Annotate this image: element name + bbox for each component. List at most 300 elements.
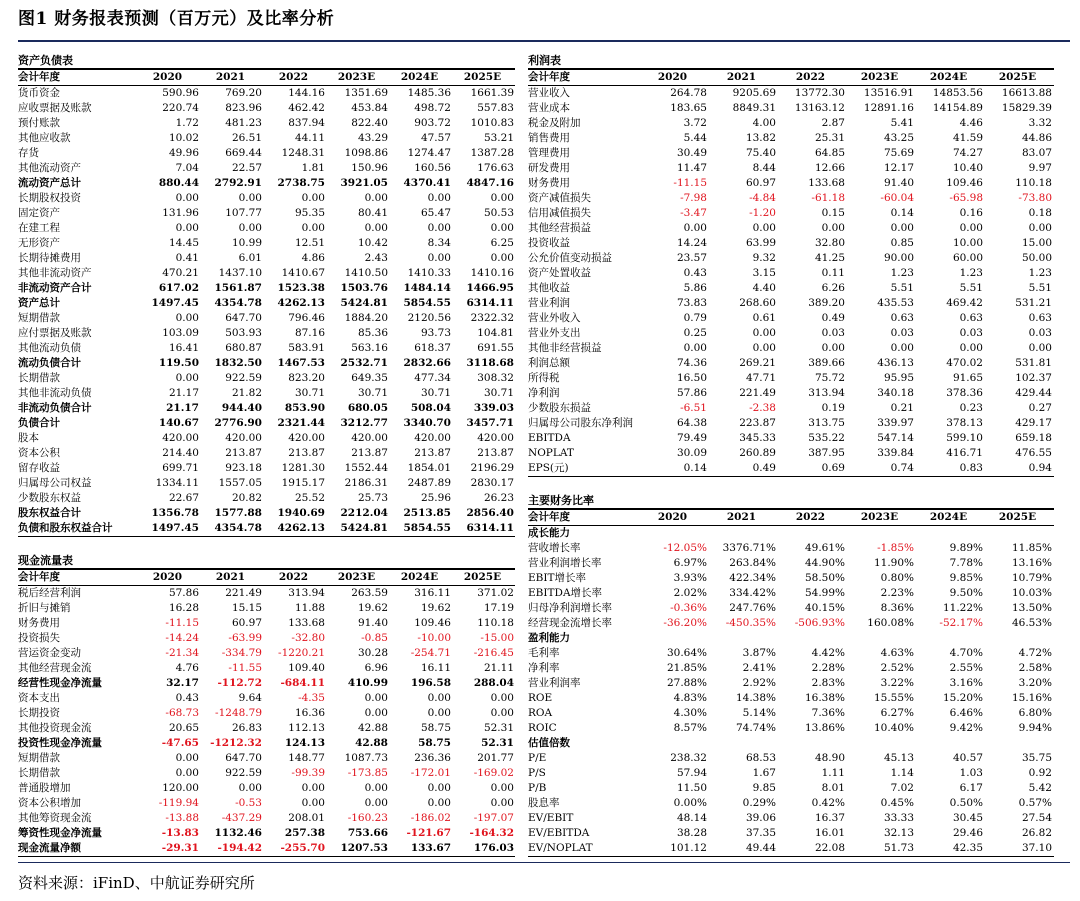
table-row [18,461,515,476]
row-label: 长期借款 [18,372,60,384]
cell-value: 0.00 [490,252,514,264]
cell-value: 4.40 [752,282,776,294]
cell-value: 796.46 [288,312,325,324]
cell-value: 0.03 [890,327,914,339]
cell-value: 481.23 [225,117,262,129]
table-row [528,766,1054,781]
cell-value: -61.18 [811,192,845,204]
cell-value: 0.00 [301,797,325,809]
cell-value: 91.40 [357,617,388,629]
year-header: 2025E [998,71,1037,83]
cell-value: 2.55% [949,662,983,674]
table-row [528,101,1054,116]
table-row [18,86,515,101]
cell-value: -1.20 [749,207,776,219]
cell-value: 30.28 [357,647,388,659]
row-label: EPS(元) [528,462,569,474]
cell-value [983,631,1052,646]
cell-value: 119.50 [158,357,199,369]
cell-value: 16.38% [804,692,845,704]
cell-value: 3.20% [1018,677,1052,689]
cash-flow-table [18,553,515,857]
table-row [528,541,1054,556]
row-label: 成长能力 [528,527,570,539]
table-row [528,571,1054,586]
cell-value: 371.02 [477,587,514,599]
cell-value: 0.45% [880,797,914,809]
cell-value: 0.00 [175,752,199,764]
cell-value: 16613.88 [1001,87,1052,99]
cell-value: -255.70 [280,842,325,854]
cell-value: -63.99 [228,632,262,644]
cell-value: 5424.81 [340,522,388,534]
cell-value: 148.77 [288,752,325,764]
cell-value: 2322.32 [470,312,514,324]
cell-value: 25.31 [814,132,845,144]
row-label: 非流动负债合计 [18,402,92,414]
cell-value: 3118.68 [466,357,514,369]
cell-value: -1248.79 [215,707,262,719]
cell-value: 26.23 [483,492,514,504]
table-row [528,446,1054,461]
cell-value: 0.00 [364,707,388,719]
cell-value: -65.98 [949,192,983,204]
cell-value: 107.77 [225,207,262,219]
cell-value: -29.31 [161,842,199,854]
cell-value: 313.94 [288,587,325,599]
cell-value: 477.34 [414,372,451,384]
cell-value: 647.70 [225,312,262,324]
row-label: 投资性现金净流量 [18,737,102,749]
cell-value: 2120.56 [407,312,451,324]
cell-value: 4.86 [301,252,325,264]
cell-value: 30.09 [676,447,707,459]
cell-value [914,736,983,751]
table-row [18,616,515,631]
year-header: 2021 [215,71,246,83]
table-title: 现金流量表 [18,553,515,570]
row-label: 归属母公司股东净利润 [528,417,633,429]
cell-value: 5.51 [890,282,914,294]
row-label: 营业成本 [528,102,570,114]
cell-value: 1410.50 [344,267,388,279]
cell-value: 1.14 [890,767,914,779]
row-label: EV/EBIT [528,812,574,824]
row-label: 其他非经营损益 [528,342,602,354]
cell-value: 599.10 [946,432,983,444]
cell-value: 753.66 [347,827,388,839]
cell-value: 44.90% [804,557,845,569]
cell-value: 51.73 [883,842,914,854]
bottom-rule [18,862,1070,863]
cell-value: 12.17 [883,162,914,174]
cell-value: 0.69 [821,462,845,474]
row-label: 应付票据及账款 [18,327,92,339]
cell-value [707,631,776,646]
row-label: 普通股增加 [18,782,71,794]
cell-value [845,631,914,646]
cell-value: 26.51 [231,132,262,144]
row-label: 负债合计 [18,417,60,429]
header-label: 会计年度 [528,511,570,523]
cell-value: 0.63 [1028,312,1052,324]
cell-value: 0.00 [427,707,451,719]
cell-value [983,526,1052,541]
header-label: 会计年度 [18,571,60,583]
cell-value: 15.15 [231,602,262,614]
cell-value: 0.16 [959,207,983,219]
cell-value: -11.15 [673,177,707,189]
cell-value: 73.83 [676,297,707,309]
row-label: 经营现金流增长率 [528,617,612,629]
row-label: EBIT增长率 [528,572,587,584]
cell-value: 4.00 [752,117,776,129]
cell-value: 2.41% [742,662,776,674]
cell-value: 25.73 [357,492,388,504]
cell-value: 345.33 [739,432,776,444]
cell-value: 0.00 [364,692,388,704]
cell-value: 2186.31 [344,477,388,489]
cell-value: 699.71 [162,462,199,474]
cell-value: -254.71 [410,647,451,659]
table-row [528,781,1054,796]
cell-value: 58.75 [418,737,451,749]
row-label: EBITDA增长率 [528,587,603,599]
cell-value: 3376.71% [722,542,776,554]
cell-value: 557.83 [477,102,514,114]
table-row [528,751,1054,766]
cell-value: 110.18 [1015,177,1052,189]
row-label: 应收票据及账款 [18,102,92,114]
cell-value: 0.49 [752,462,776,474]
table-row [18,191,515,206]
year-header: 2022 [795,511,826,523]
cell-value: 590.96 [162,87,199,99]
cell-value: 50.00 [1021,252,1052,264]
table-row [18,401,515,416]
cell-value: 547.14 [877,432,914,444]
row-label: EBITDA [528,432,571,444]
cell-value: 0.43 [683,267,707,279]
row-label: 销售费用 [528,132,570,144]
cell-value: 503.93 [225,327,262,339]
row-label: P/S [528,767,546,779]
table-row [18,281,515,296]
cell-value: 0.00 [175,312,199,324]
cell-value: -194.42 [217,842,262,854]
cell-value: 853.90 [284,402,325,414]
cell-value: 6.96 [364,662,388,674]
cell-value: 50.53 [483,207,514,219]
row-label: 资本公积增加 [18,797,81,809]
table-row [528,341,1054,356]
table-row [18,491,515,506]
cell-value: 429.17 [1015,417,1052,429]
cell-value: 221.49 [225,587,262,599]
figure-title: 图1 财务报表预测（百万元）及比率分析 [18,9,335,29]
cell-value: 1832.50 [214,357,262,369]
cell-value: 0.00 [890,342,914,354]
cell-value: 2.87 [821,117,845,129]
row-label: 其他经营现金流 [18,662,92,674]
table-row [528,236,1054,251]
cell-value: -506.93% [794,617,845,629]
cell-value: 15.55% [873,692,914,704]
cell-value: -172.01 [410,767,451,779]
row-label: 资产总计 [18,297,60,309]
cell-value: 1577.88 [214,507,262,519]
cell-value: 1.67 [752,767,776,779]
table-row [18,386,515,401]
table-row [528,266,1054,281]
cell-value: 0.14 [890,207,914,219]
cell-value: 0.00 [364,782,388,794]
cell-value: 5.14% [742,707,776,719]
table-row [528,386,1054,401]
row-label: 长期待摊费用 [18,252,81,264]
cell-value: -21.34 [165,647,199,659]
cell-value: 53.21 [483,132,514,144]
cell-value: -437.29 [221,812,262,824]
cell-value: 470.02 [946,357,983,369]
cell-value: 11.90% [873,557,914,569]
table-row [528,311,1054,326]
cell-value: 0.94 [1028,462,1052,474]
table-row [18,416,515,431]
table-row [528,556,1054,571]
row-label: 营业外支出 [528,327,581,339]
table-header-row [528,510,1054,526]
cell-value [776,526,845,541]
cell-value: 0.00 [890,222,914,234]
cell-value: 80.41 [357,207,388,219]
table-row [18,236,515,251]
cell-value: 313.75 [808,417,845,429]
cell-value: 4.42% [811,647,845,659]
year-header: 2025E [463,71,502,83]
cell-value: 0.00 [490,692,514,704]
table-header-row [18,570,515,586]
cell-value: 17.19 [483,602,514,614]
row-label: 净利率 [528,662,560,674]
cell-value: 0.00 [301,782,325,794]
cell-value: 0.00 [427,252,451,264]
table-row [18,161,515,176]
table-row [528,841,1054,857]
cell-value: 0.61 [752,312,776,324]
cell-value: 9205.69 [732,87,776,99]
table-row [18,586,515,601]
cell-value: 5.44 [683,132,707,144]
row-label: 资产处置收益 [528,267,591,279]
cell-value: 238.32 [670,752,707,764]
cell-value: 1485.36 [407,87,451,99]
cell-value: 453.84 [351,102,388,114]
table-row [18,446,515,461]
cell-value: 923.18 [225,462,262,474]
cell-value: 95.95 [883,372,914,384]
cell-value: 213.87 [414,447,451,459]
year-header: 2022 [278,571,309,583]
cell-value: 30.71 [357,387,388,399]
cell-value: 14.24 [676,237,707,249]
cell-value: -186.02 [410,812,451,824]
cell-value: 0.00 [490,222,514,234]
cell-value: -1212.32 [210,737,262,749]
cell-value: 48.90 [814,752,845,764]
cell-value: 0.00 [238,782,262,794]
cell-value: 268.60 [739,297,776,309]
cell-value: 378.36 [946,387,983,399]
table-row [18,691,515,706]
table-row [18,116,515,131]
year-header: 2020 [152,571,183,583]
cell-value: 1557.05 [218,477,262,489]
cell-value: -73.80 [1018,192,1052,204]
cell-value: 74.74% [735,722,776,734]
row-label: 营业收入 [528,87,570,99]
cell-value: 5854.55 [403,522,451,534]
cell-value: 176.63 [477,162,514,174]
cell-value: 0.00 [490,707,514,719]
cell-value: 8849.31 [732,102,776,114]
cell-value: 91.40 [883,177,914,189]
cell-value: 4354.78 [214,522,262,534]
cell-value: 21.85% [666,662,707,674]
cell-value: 1351.69 [344,87,388,99]
cell-value: 7.04 [175,162,199,174]
cell-value: 221.49 [739,387,776,399]
cell-value: 3.87% [742,647,776,659]
cell-value: 0.00 [175,767,199,779]
cell-value: 38.28 [676,827,707,839]
row-label: 非流动资产合计 [18,282,92,294]
cell-value: 109.46 [946,177,983,189]
table-row [18,131,515,146]
cell-value: 6.01 [238,252,262,264]
table-header-row [528,70,1054,86]
cell-value: 37.10 [1021,842,1052,854]
cell-value: 41.25 [814,252,845,264]
cell-value: -0.36% [670,602,707,614]
row-label: 其他投资现金流 [18,722,92,734]
cell-value: 4262.13 [277,522,325,534]
table-row [528,601,1054,616]
cell-value: 120.00 [162,782,199,794]
cell-value: 1884.20 [344,312,388,324]
row-label: 公允价值变动损益 [528,252,612,264]
row-label: 投资损失 [18,632,60,644]
year-header: 2023E [860,71,899,83]
cell-value: 416.71 [946,447,983,459]
cell-value: 1387.28 [470,147,514,159]
table-row [18,311,515,326]
cell-value: -450.35% [725,617,776,629]
cell-value: 11.47 [676,162,707,174]
cell-value: 93.73 [420,327,451,339]
cell-value: 1087.73 [344,752,388,764]
year-header: 2023E [860,511,899,523]
cell-value: 1281.30 [281,462,325,474]
cell-value: 420.00 [477,432,514,444]
cell-value: -60.04 [880,192,914,204]
row-label: ROE [528,692,553,704]
table-row [18,431,515,446]
cell-value: 75.69 [883,147,914,159]
cell-value: 46.53% [1011,617,1052,629]
cell-value: 389.66 [808,357,845,369]
row-label: 少数股东损益 [528,402,591,414]
cell-value: 263.84% [729,557,776,569]
cell-value: 4847.16 [466,177,514,189]
cell-value: 112.13 [288,722,325,734]
cell-value: 13516.91 [863,87,914,99]
row-label: 其他流动资产 [18,162,81,174]
row-label: 管理费用 [528,147,570,159]
cell-value: 1497.45 [151,522,199,534]
row-label: 其他非流动负债 [18,387,92,399]
table-row [528,616,1054,631]
cell-value [776,736,845,751]
cell-value [845,736,914,751]
cell-value: 16.01 [814,827,845,839]
cell-value: 2792.91 [214,177,262,189]
cell-value: 0.00 [301,222,325,234]
table-row [18,521,515,537]
cell-value: 16.41 [168,342,199,354]
row-label: 盈利能力 [528,632,570,644]
cell-value: -36.20% [663,617,707,629]
cell-value: 8.01 [821,782,845,794]
cell-value: 269.21 [739,357,776,369]
row-label: 留存收益 [18,462,60,474]
cell-value: -121.67 [406,827,451,839]
cell-value: 1334.11 [155,477,199,489]
year-header: 2023E [337,571,376,583]
cell-value: 2321.44 [277,417,325,429]
cell-value: 13.82 [745,132,776,144]
cell-value: 339.03 [473,402,514,414]
cell-value: 420.00 [414,432,451,444]
row-label: 其他非流动资产 [18,267,92,279]
cell-value: 0.00 [490,797,514,809]
cell-value [914,526,983,541]
cell-value: 60.97 [231,617,262,629]
cell-value: 0.18 [1028,207,1052,219]
cell-value: 201.77 [477,752,514,764]
table-row [528,86,1054,101]
cell-value: 22.57 [231,162,262,174]
cell-value: 30.64% [666,647,707,659]
cell-value: -13.88 [165,812,199,824]
cell-value: 476.55 [1015,447,1052,459]
cell-value: 25.52 [294,492,325,504]
year-header: 2025E [998,511,1037,523]
cell-value: 13.86% [804,722,845,734]
row-label: 固定资产 [18,207,60,219]
cell-value: 10.02 [168,132,199,144]
row-label: 其他收益 [528,282,570,294]
cell-value: 769.20 [225,87,262,99]
cell-value: 0.57% [1018,797,1052,809]
cell-value: 64.38 [676,417,707,429]
table-row [18,601,515,616]
cell-value: 2.28% [811,662,845,674]
row-label: 营业利润率 [528,677,581,689]
header-label: 会计年度 [528,71,570,83]
cell-value: 2.43 [364,252,388,264]
cell-value: 15.20% [942,692,983,704]
